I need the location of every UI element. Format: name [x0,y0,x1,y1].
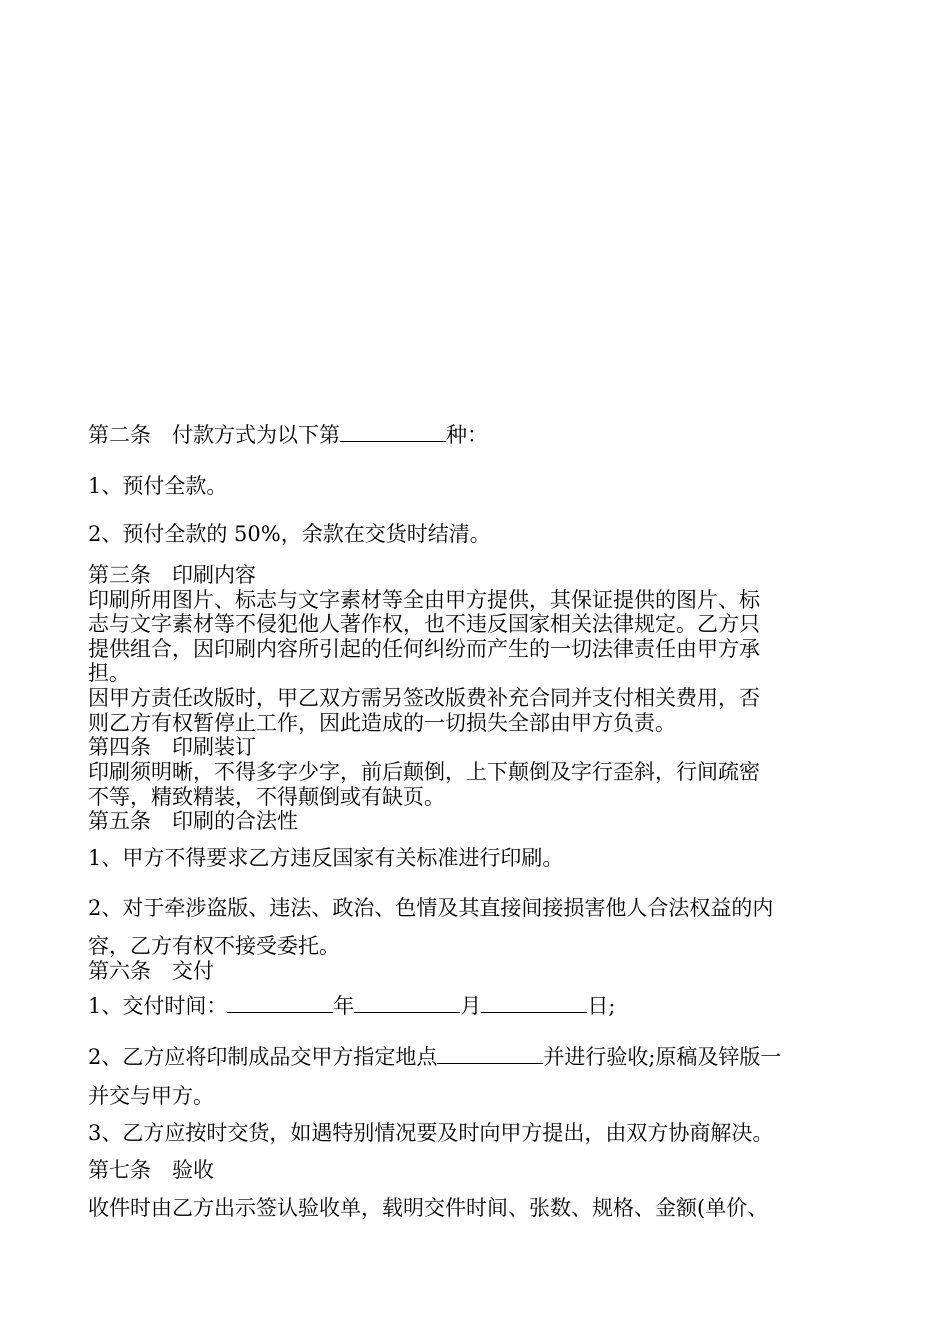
paragraph-line: 志与文字素材等不侵犯他人著作权，也不违反国家相关法律规定。乙方只 [88,612,760,636]
delivery-time-line [88,993,863,1019]
text: 并进行验收;原稿及锌版一 [543,1045,782,1069]
delivery-place-line [88,1044,863,1070]
paragraph-line: 1、预付全款。 [88,474,228,498]
article-5-heading: 第五条 印刷的合法性 [88,809,298,833]
paragraph-line: 因甲方责任改版时，甲乙双方需另签改版费补充合同并支付相关费用，否 [88,686,760,710]
paragraph-line: 2、预付全款的 50%，余款在交货时结清。 [88,522,491,546]
paragraph-line: 1、甲方不得要求乙方违反国家有关标准进行印刷。 [88,846,564,870]
fill-blank-day[interactable] [481,993,587,1013]
paragraph-line: 印刷所用图片、标志与文字素材等全由甲方提供，其保证提供的图片、标 [88,588,760,612]
paragraph-line: 3、乙方应按时交货，如遇特别情况要及时向甲方提出，由双方协商解决。 [88,1121,774,1145]
text: 年 [333,994,355,1018]
text: 种： [446,423,488,447]
fill-blank-year[interactable] [227,993,333,1013]
paragraph-line: 并交与甲方。 [88,1084,214,1108]
text: 2、乙方应将印制成品交甲方指定地点 [88,1045,438,1069]
fill-blank-place[interactable] [437,1044,543,1064]
text: 月 [460,994,482,1018]
article-6-heading: 第六条 交付 [88,959,214,983]
text: 第二条 付款方式为以下第 [88,423,340,447]
article-3-heading: 第三条 印刷内容 [88,563,256,587]
article-7-heading: 第七条 验收 [88,1158,214,1182]
article-4-heading: 第四条 印刷装订 [88,735,256,759]
fill-blank-month[interactable] [354,993,460,1013]
text: 日; [587,994,616,1018]
article-2-heading [88,422,863,448]
paragraph-line: 收件时由乙方出示签认验收单，载明交件时间、张数、规格、金额(单价、 [88,1196,769,1220]
paragraph-line: 提供组合，因印刷内容所引起的任何纠纷而产生的一切法律责任由甲方承 [88,637,760,661]
paragraph-line: 印刷须明晰，不得多字少字，前后颠倒，上下颠倒及字行歪斜，行间疏密 [88,760,760,784]
paragraph-line: 不等，精致精装，不得颠倒或有缺页。 [88,785,445,809]
paragraph-line: 担。 [88,661,130,685]
paragraph-line: 容，乙方有权不接受委托。 [88,934,340,958]
paragraph-line: 则乙方有权暂停止工作，因此造成的一切损失全部由甲方负责。 [88,711,676,735]
fill-blank[interactable] [340,422,446,442]
text: 1、交付时间： [88,994,228,1018]
paragraph-line: 2、对于牵涉盗版、违法、政治、色情及其直接间接损害他人合法权益的内 [88,896,774,920]
